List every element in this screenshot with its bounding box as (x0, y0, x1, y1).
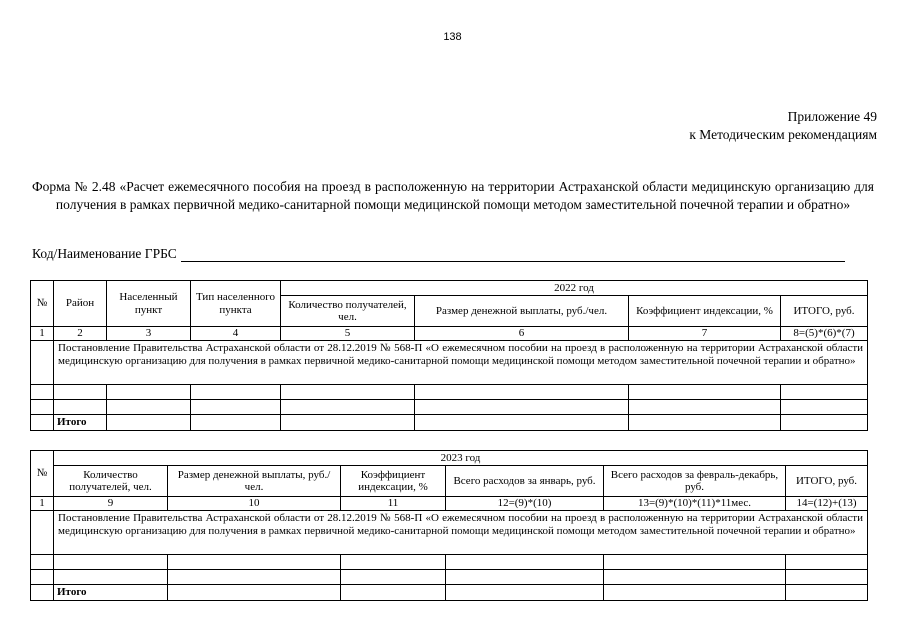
column-numbers-row (31, 327, 868, 341)
cell-input[interactable] (781, 399, 868, 414)
col-num: 2 (54, 327, 107, 341)
cell-input[interactable] (54, 554, 168, 569)
cell-empty (31, 399, 54, 414)
table-row (31, 384, 868, 399)
header-recipients: Количество получателей, чел. (54, 466, 168, 497)
grbs-field (32, 246, 845, 262)
appendix-line-2: к Методическим рекомендациям (689, 127, 877, 142)
table-2023 (30, 450, 868, 601)
cell-input[interactable] (341, 554, 446, 569)
col-num: 7 (629, 327, 781, 341)
col-num: 12=(9)*(10) (446, 497, 604, 511)
cell-input[interactable] (786, 554, 868, 569)
header-recipients: Количество получателей, чел. (281, 296, 415, 327)
grbs-label: Код/Наименование ГРБС (32, 246, 177, 261)
header-payment: Размер денежной выплаты, руб./чел. (168, 466, 341, 497)
header-feb-dec: Всего расходов за февраль-декабрь, руб. (604, 466, 786, 497)
cell-input[interactable] (415, 414, 629, 430)
cell-input[interactable] (446, 584, 604, 600)
cell-input[interactable] (54, 384, 107, 399)
header-locality: Населенный пункт (107, 281, 191, 327)
col-num: 6 (415, 327, 629, 341)
cell-input[interactable] (604, 569, 786, 584)
cell-input[interactable] (191, 414, 281, 430)
cell-input[interactable] (446, 554, 604, 569)
col-num: 11 (341, 497, 446, 511)
cell-empty (31, 384, 54, 399)
cell-empty (31, 569, 54, 584)
header-index: Коэффициент индексации, % (629, 296, 781, 327)
header-district: Район (54, 281, 107, 327)
total-label: Итого (54, 584, 168, 600)
cell-input[interactable] (629, 399, 781, 414)
col-num: 13=(9)*(10)*(11)*11мес. (604, 497, 786, 511)
header-locality-type: Тип населенного пункта (191, 281, 281, 327)
table-row (31, 554, 868, 569)
total-label: Итого (54, 414, 107, 430)
cell-input[interactable] (168, 569, 341, 584)
cell-input[interactable] (629, 414, 781, 430)
col-num: 10 (168, 497, 341, 511)
header-january: Всего расходов за январь, руб. (446, 466, 604, 497)
total-row (31, 584, 868, 600)
total-row (31, 414, 868, 430)
cell-input[interactable] (786, 569, 868, 584)
cell-empty (31, 414, 54, 430)
cell-input[interactable] (107, 399, 191, 414)
cell-input[interactable] (781, 384, 868, 399)
appendix-line-1: Приложение 49 (787, 109, 877, 124)
cell-input[interactable] (168, 584, 341, 600)
cell-empty (31, 510, 54, 554)
cell-input[interactable] (281, 414, 415, 430)
header-total: ИТОГО, руб. (781, 296, 868, 327)
cell-input[interactable] (415, 399, 629, 414)
col-num: 8=(5)*(6)*(7) (781, 327, 868, 341)
form-title: Форма № 2.48 «Расчет ежемесячного пособия на проезд в расположенную на территории Астраханской области медицинскую организацию для получения в рамках первичной медико-санитарной помощи медицинской помощи методом заместительной почечной терапии и обратно» (32, 179, 874, 212)
col-num: 5 (281, 327, 415, 341)
cell-input[interactable] (604, 584, 786, 600)
header-year: 2023 год (54, 451, 868, 466)
cell-input[interactable] (191, 384, 281, 399)
header-no: № (31, 451, 54, 497)
header-index: Коэффициент индексации, % (341, 466, 446, 497)
col-num: 1 (31, 497, 54, 511)
page-number: 138 (443, 31, 462, 43)
cell-input[interactable] (786, 584, 868, 600)
col-num: 1 (31, 327, 54, 341)
cell-input[interactable] (107, 414, 191, 430)
regulation-note: Постановление Правительства Астраханской области от 28.12.2019 № 568-П «О ежемесячном пособии на проезд в расположенную на территории Астраханской области медицинскую организацию для получения в рамках первичной медико-санитарной помощи медицинской помощи методом заместительной почечной терапии и обратно» (54, 340, 868, 384)
cell-input[interactable] (191, 399, 281, 414)
cell-empty (31, 340, 54, 384)
table-row (31, 399, 868, 414)
cell-input[interactable] (446, 569, 604, 584)
cell-input[interactable] (341, 569, 446, 584)
table-row (31, 569, 868, 584)
cell-input[interactable] (54, 399, 107, 414)
grbs-input-line[interactable] (181, 247, 845, 262)
header-total: ИТОГО, руб. (786, 466, 868, 497)
cell-input[interactable] (107, 384, 191, 399)
col-num: 3 (107, 327, 191, 341)
cell-input[interactable] (281, 399, 415, 414)
cell-input[interactable] (415, 384, 629, 399)
cell-input[interactable] (54, 569, 168, 584)
header-payment: Размер денежной выплаты, руб./чел. (415, 296, 629, 327)
cell-empty (31, 584, 54, 600)
cell-input[interactable] (168, 554, 341, 569)
col-num: 9 (54, 497, 168, 511)
table-2022 (30, 280, 868, 431)
cell-input[interactable] (604, 554, 786, 569)
header-year: 2022 год (281, 281, 868, 296)
col-num: 14=(12)+(13) (786, 497, 868, 511)
header-no: № (31, 281, 54, 327)
cell-input[interactable] (281, 384, 415, 399)
appendix-caption (689, 108, 877, 144)
cell-input[interactable] (341, 584, 446, 600)
column-numbers-row (31, 497, 868, 511)
cell-empty (31, 554, 54, 569)
cell-input[interactable] (629, 384, 781, 399)
col-num: 4 (191, 327, 281, 341)
regulation-note: Постановление Правительства Астраханской области от 28.12.2019 № 568-П «О ежемесячном пособии на проезд в расположенную на территории Астраханской области медицинскую организацию для получения в рамках первичной медико-санитарной помощи медицинской помощи методом заместительной почечной терапии и обратно» (54, 510, 868, 554)
cell-input[interactable] (781, 414, 868, 430)
